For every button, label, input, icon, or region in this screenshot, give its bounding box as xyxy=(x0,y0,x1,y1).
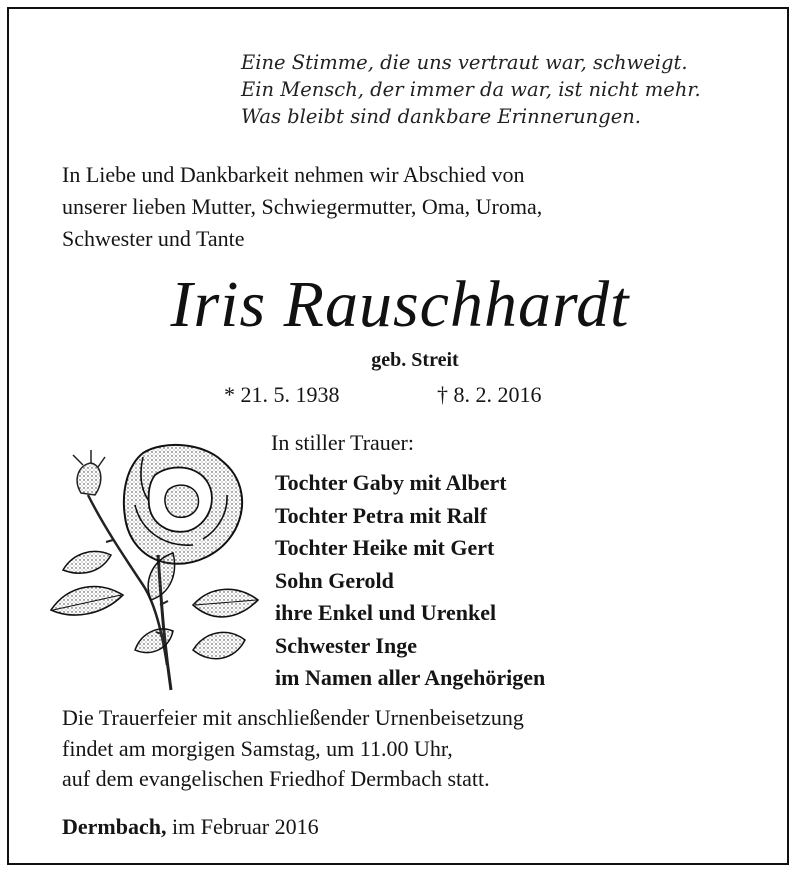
maiden-name: geb. Streit xyxy=(371,349,459,371)
intro-line: Schwester und Tante xyxy=(62,226,245,251)
mourners-list xyxy=(275,467,545,695)
rose-icon xyxy=(43,435,273,697)
obituary-notice xyxy=(7,7,789,865)
farewell-intro xyxy=(62,159,782,255)
death-date: † 8. 2. 2016 xyxy=(437,382,542,407)
funeral-line: auf dem evangelischen Friedhof Dermbach statt. xyxy=(62,766,490,791)
funeral-info xyxy=(62,703,782,795)
place-and-date xyxy=(62,812,319,842)
deceased-name: Iris Rauschhardt xyxy=(170,268,630,341)
closing-place: Dermbach, xyxy=(62,814,167,839)
list-item: ihre Enkel und Urenkel xyxy=(275,600,497,625)
poem-line: Eine Stimme, die uns vertraut war, schweigt. xyxy=(241,51,688,74)
mourning-label: In stiller Trauer: xyxy=(271,430,414,455)
intro-line: unserer lieben Mutter, Schwiegermutter, Oma, Uroma, xyxy=(62,194,543,219)
intro-line: In Liebe und Dankbarkeit nehmen wir Abschied von xyxy=(62,162,525,187)
birth-date: * 21. 5. 1938 xyxy=(224,382,340,407)
list-item: im Namen aller Angehörigen xyxy=(275,665,546,690)
memorial-poem xyxy=(241,49,701,130)
list-item: Sohn Gerold xyxy=(275,567,394,593)
poem-line: Was bleibt sind dankbare Erinnerungen. xyxy=(241,105,641,128)
funeral-line: findet am morgigen Samstag, um 11.00 Uhr, xyxy=(62,735,453,761)
closing-date: im Februar 2016 xyxy=(166,814,319,839)
poem-line: Ein Mensch, der immer da war, ist nicht mehr. xyxy=(241,78,701,101)
list-item: Tochter Gaby mit Albert xyxy=(275,470,507,495)
list-item: Schwester Inge xyxy=(275,632,417,658)
list-item: Tochter Petra mit Ralf xyxy=(275,502,487,528)
funeral-line: Die Trauerfeier mit anschließender Urnenbeisetzung xyxy=(62,705,524,730)
list-item: Tochter Heike mit Gert xyxy=(275,535,495,560)
